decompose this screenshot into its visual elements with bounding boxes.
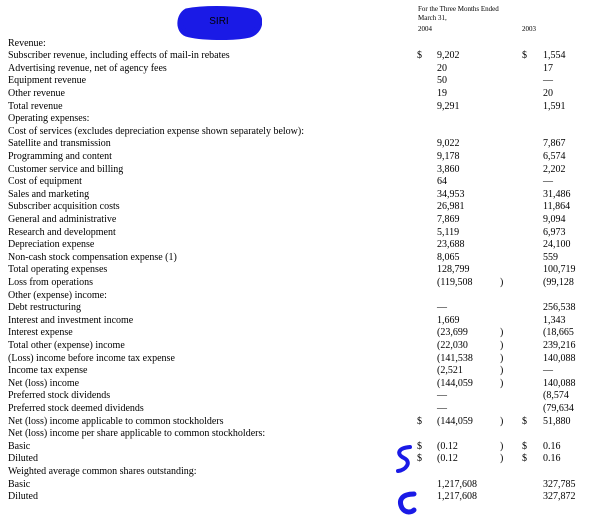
value-2003: 31,486 bbox=[543, 188, 571, 200]
row-label: Total revenue bbox=[8, 100, 63, 112]
value-2003: 7,867 bbox=[543, 138, 566, 150]
value-2004: 19 bbox=[437, 87, 447, 99]
table-row bbox=[0, 428, 590, 441]
value-2003: (79,634 bbox=[543, 402, 574, 414]
table-row bbox=[0, 453, 590, 466]
paren-2004: ) bbox=[500, 377, 504, 389]
table-row bbox=[0, 264, 590, 277]
dollar-sign-2004: $ bbox=[417, 415, 422, 427]
table-row bbox=[0, 201, 590, 214]
row-label: Loss from operations bbox=[8, 276, 93, 288]
value-2003: 51,880 bbox=[543, 415, 571, 427]
paren-2004: ) bbox=[500, 339, 504, 351]
year-2003-header: 2003 bbox=[522, 25, 536, 33]
table-row bbox=[0, 378, 590, 391]
value-2003: 1,554 bbox=[543, 50, 566, 62]
paren-2004: ) bbox=[500, 415, 504, 427]
table-row bbox=[0, 227, 590, 240]
value-2003: 1,591 bbox=[543, 100, 566, 112]
dollar-sign-2003: $ bbox=[522, 453, 527, 465]
row-label: Net (loss) income applicable to common stockholders bbox=[8, 415, 224, 427]
paren-2004: ) bbox=[500, 276, 504, 288]
dollar-sign-2004: $ bbox=[417, 50, 422, 62]
table-row bbox=[0, 189, 590, 202]
value-2004: 1,669 bbox=[437, 314, 460, 326]
row-label: Total operating expenses bbox=[8, 264, 108, 276]
value-2004: 9,022 bbox=[437, 138, 460, 150]
value-2003: 140,088 bbox=[543, 377, 576, 389]
row-label: Satellite and transmission bbox=[8, 138, 111, 150]
value-2003: (8,574 bbox=[543, 390, 569, 402]
value-2003: 256,538 bbox=[543, 302, 576, 314]
siri-annotation bbox=[176, 6, 262, 40]
table-row bbox=[0, 277, 590, 290]
value-2004: (0.12 bbox=[437, 453, 458, 465]
value-2003: 2,202 bbox=[543, 163, 566, 175]
period-header-line1: For the Three Months Ended bbox=[418, 5, 499, 13]
value-2004: (119,508 bbox=[437, 276, 473, 288]
table-row bbox=[0, 390, 590, 403]
table-row bbox=[0, 138, 590, 151]
row-label: Cost of services (excludes depreciation expense shown separately below): bbox=[8, 125, 305, 137]
value-2004: 5,119 bbox=[437, 226, 460, 238]
value-2004: 34,953 bbox=[437, 188, 465, 200]
siri-label: SIRI bbox=[209, 16, 229, 27]
table-row bbox=[0, 50, 590, 63]
row-label: Diluted bbox=[8, 453, 38, 465]
row-label: Total other (expense) income bbox=[8, 339, 125, 351]
table-row bbox=[0, 441, 590, 454]
ink-bracket-mark-shares bbox=[396, 490, 418, 516]
table-row bbox=[0, 176, 590, 189]
table-row bbox=[0, 75, 590, 88]
row-label: General and administrative bbox=[8, 213, 117, 225]
row-label: Net (loss) income per share applicable to common stockholders: bbox=[8, 428, 266, 440]
table-row bbox=[0, 466, 590, 479]
ink-bracket-mark-per-share bbox=[392, 444, 414, 474]
value-2003: 11,864 bbox=[543, 201, 571, 213]
table-row bbox=[0, 327, 590, 340]
value-2003: 17 bbox=[543, 62, 553, 74]
value-2003: 6,574 bbox=[543, 150, 566, 162]
row-label: Operating expenses: bbox=[8, 113, 90, 125]
row-label: Weighted average common shares outstanding: bbox=[8, 465, 197, 477]
paren-2004: ) bbox=[500, 440, 504, 452]
table-row bbox=[0, 252, 590, 265]
table-row bbox=[0, 101, 590, 114]
table-row bbox=[0, 38, 590, 51]
value-2003: (18,665 bbox=[543, 327, 574, 339]
dollar-sign-2003: $ bbox=[522, 415, 527, 427]
row-label: Depreciation expense bbox=[8, 239, 95, 251]
table-row bbox=[0, 113, 590, 126]
paren-2004: ) bbox=[500, 453, 504, 465]
paren-2004: ) bbox=[500, 365, 504, 377]
table-row bbox=[0, 302, 590, 315]
value-2004: (22,030 bbox=[437, 339, 468, 351]
value-2003: (99,128 bbox=[543, 276, 574, 288]
value-2004: (23,699 bbox=[437, 327, 468, 339]
value-2003: 1,343 bbox=[543, 314, 566, 326]
value-2004: (2,521 bbox=[437, 365, 463, 377]
value-2004: 9,178 bbox=[437, 150, 460, 162]
value-2004: 8,065 bbox=[437, 251, 460, 263]
table-row bbox=[0, 63, 590, 76]
table-row bbox=[0, 403, 590, 416]
table-row bbox=[0, 88, 590, 101]
value-2003: — bbox=[543, 75, 553, 87]
value-2003: 239,216 bbox=[543, 339, 576, 351]
dollar-sign-2004: $ bbox=[417, 440, 422, 452]
value-2004: 26,981 bbox=[437, 201, 465, 213]
row-label: Sales and marketing bbox=[8, 188, 90, 200]
table-row bbox=[0, 315, 590, 328]
value-2004: — bbox=[437, 390, 447, 402]
value-2004: 1,217,608 bbox=[437, 478, 477, 490]
table-row bbox=[0, 353, 590, 366]
dollar-sign-2004: $ bbox=[417, 453, 422, 465]
row-label: Advertising revenue, net of agency fees bbox=[8, 62, 167, 74]
row-label: Programming and content bbox=[8, 150, 112, 162]
row-label: Interest and investment income bbox=[8, 314, 134, 326]
row-label: Non-cash stock compensation expense (1) bbox=[8, 251, 177, 263]
value-2003: 140,088 bbox=[543, 352, 576, 364]
dollar-sign-2003: $ bbox=[522, 50, 527, 62]
row-label: Subscriber revenue, including effects of mail-in rebates bbox=[8, 50, 230, 62]
value-2004: — bbox=[437, 402, 447, 414]
value-2004: 128,799 bbox=[437, 264, 470, 276]
row-label: Income tax expense bbox=[8, 365, 88, 377]
value-2004: (144,059 bbox=[437, 415, 473, 427]
row-label: Preferred stock dividends bbox=[8, 390, 111, 402]
row-label: Subscriber acquisition costs bbox=[8, 201, 120, 213]
row-label: Research and development bbox=[8, 226, 116, 238]
table-row bbox=[0, 290, 590, 303]
row-label: Basic bbox=[8, 478, 31, 490]
value-2003: 0.16 bbox=[543, 440, 561, 452]
value-2004: — bbox=[437, 302, 447, 314]
row-label: Other (expense) income: bbox=[8, 289, 107, 301]
value-2003: 327,872 bbox=[543, 491, 576, 503]
period-header-line2: March 31, bbox=[418, 14, 447, 22]
row-label: Interest expense bbox=[8, 327, 73, 339]
value-2003: — bbox=[543, 176, 553, 188]
paren-2004: ) bbox=[500, 327, 504, 339]
value-2004: 3,860 bbox=[437, 163, 460, 175]
value-2004: 7,869 bbox=[437, 213, 460, 225]
value-2004: 20 bbox=[437, 62, 447, 74]
dollar-sign-2003: $ bbox=[522, 440, 527, 452]
table-row bbox=[0, 340, 590, 353]
table-row bbox=[0, 365, 590, 378]
value-2003: 559 bbox=[543, 251, 558, 263]
table-row bbox=[0, 214, 590, 227]
table-row bbox=[0, 151, 590, 164]
row-label: Cost of equipment bbox=[8, 176, 82, 188]
value-2003: 327,785 bbox=[543, 478, 576, 490]
value-2003: 24,100 bbox=[543, 239, 571, 251]
table-row bbox=[0, 416, 590, 429]
year-2004-header: 2004 bbox=[418, 25, 432, 33]
table-row bbox=[0, 164, 590, 177]
value-2003: 6,973 bbox=[543, 226, 566, 238]
value-2004: (0.12 bbox=[437, 440, 458, 452]
row-label: Preferred stock deemed dividends bbox=[8, 402, 144, 414]
table-row bbox=[0, 239, 590, 252]
value-2004: 9,291 bbox=[437, 100, 460, 112]
row-label: Revenue: bbox=[8, 37, 46, 49]
row-label: (Loss) income before income tax expense bbox=[8, 352, 175, 364]
value-2003: 9,094 bbox=[543, 213, 566, 225]
value-2003: 100,719 bbox=[543, 264, 576, 276]
paren-2004: ) bbox=[500, 352, 504, 364]
row-label: Equipment revenue bbox=[8, 75, 87, 87]
row-label: Net (loss) income bbox=[8, 377, 80, 389]
value-2004: (144,059 bbox=[437, 377, 473, 389]
table-row bbox=[0, 126, 590, 139]
row-label: Debt restructuring bbox=[8, 302, 82, 314]
row-label: Other revenue bbox=[8, 87, 65, 99]
table-row bbox=[0, 491, 590, 504]
value-2003: 0.16 bbox=[543, 453, 561, 465]
value-2004: 1,217,608 bbox=[437, 491, 477, 503]
value-2004: 64 bbox=[437, 176, 447, 188]
value-2004: 23,688 bbox=[437, 239, 465, 251]
value-2003: 20 bbox=[543, 87, 553, 99]
row-label: Diluted bbox=[8, 491, 38, 503]
table-row bbox=[0, 479, 590, 492]
row-label: Customer service and billing bbox=[8, 163, 124, 175]
value-2004: (141,538 bbox=[437, 352, 473, 364]
row-label: Basic bbox=[8, 440, 31, 452]
value-2004: 50 bbox=[437, 75, 447, 87]
value-2004: 9,202 bbox=[437, 50, 460, 62]
value-2003: — bbox=[543, 365, 553, 377]
